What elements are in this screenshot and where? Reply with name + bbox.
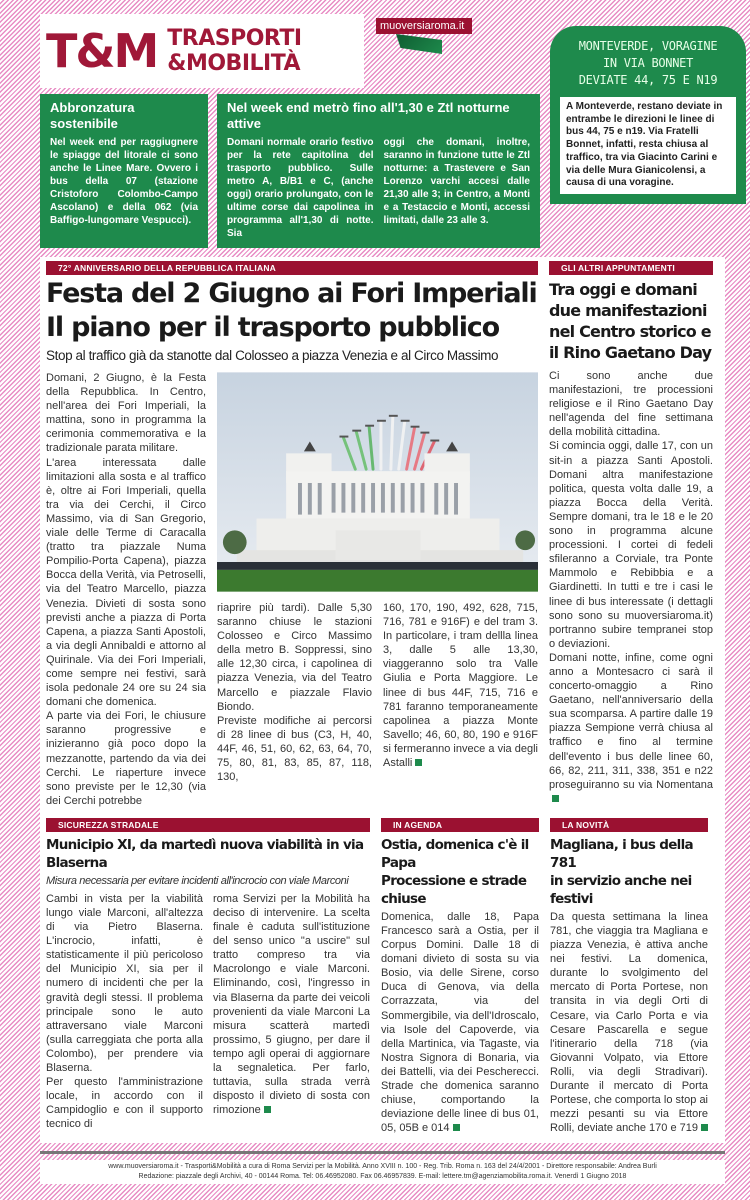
footer-rule bbox=[40, 1151, 725, 1154]
paragraph: Per questo l'amministrazione locale, in accordo con il Campidoglio e con il supporto tecnico di bbox=[46, 1076, 203, 1131]
main-col2 bbox=[217, 601, 372, 784]
alert-headline bbox=[560, 38, 736, 89]
brief-col1: Domani normale orario festivo per la rete capitolina del trasporto pubblico. Sulle metro A, B/B1 e C, (anche oggi) orario prolungato, con le ultime corse dai capolinea in programma all'1,30 di notte. Sia bbox=[227, 137, 374, 239]
footer-credits bbox=[40, 1160, 725, 1183]
paragraph: Cambi in vista per la viabilità lungo viale Marconi, all'altezza di via Pietro Blaserna. L'incrocio, infatti, è statisticamente il più pericoloso del Municipio XI, sia per il numero di incidenti che per la gravità degli stessi. Il problema principale sono le auto attraversano viale Marconi (sulla carreggiata che porta alla Colombo), per prendere via Blaserna. bbox=[46, 892, 203, 1075]
site-link[interactable]: muoversiaroma.it bbox=[376, 18, 472, 34]
brief-col2: oggi che domani, inoltre, saranno in funzione tutte le Ztl notturne: a Trastevere e San Lorenzo varchi accesi dalle 21,30 alle 3; in Centro, a Monti e a Testaccio e Monti, accessi limitati, dalle 23 alle 3. bbox=[383, 137, 530, 226]
headline-line1: Festa del 2 Giugno ai Fori Imperiali bbox=[46, 278, 537, 309]
top-band bbox=[40, 14, 742, 248]
vittoriano-photo bbox=[217, 371, 538, 593]
paragraph: Previste modifiche ai percorsi di 28 linee di bus (C3, H, 40, 44F, 46, 51, 60, 62, 63, 64, 70, 75, 80, 81, 83, 85, 87, 118, 130, bbox=[217, 714, 372, 784]
news-body bbox=[550, 910, 708, 1136]
paragraph: A parte via dei Fori, le chiusure saranno progressive e inizieranno già poco dopo la mezzanotte, partendo da via dei Cerchi. Le riaperture invece sono previste per le 12,30 (via dei Cerchi potrebbe bbox=[46, 710, 206, 807]
panel-bottom-pad bbox=[46, 1135, 719, 1143]
top-articles-row bbox=[46, 261, 719, 808]
logo: T&M bbox=[46, 24, 158, 78]
paragraph: 160, 170, 190, 492, 628, 715, 716, 781 e 916F) e del tram 3. In particolare, i tram dellla linea 3, dalle 5 alle 13,30, viaggeranno solo tra Valle Giulia e Porta Maggiore. Le linee di bus 44F, 715, 716 e 781 faranno temporaneamente capolinea a piazza Monte Savello; 46, 60, 80, 190 e 916F si fermeranno invece a via degli Astalli bbox=[383, 602, 538, 770]
main-col3 bbox=[383, 601, 538, 784]
alert-headline-line: DEVIATE 44, 75 E N19 bbox=[578, 73, 718, 87]
alert-headline-line: MONTEVERDE, VORAGINE bbox=[578, 39, 718, 53]
section-tag-safety: SICUREZZA STRADALE bbox=[46, 818, 370, 832]
brief-box-sunbathing bbox=[40, 94, 208, 248]
headline-line2: Il piano per il trasporto pubblico bbox=[46, 312, 499, 343]
agenda-headline bbox=[381, 836, 539, 908]
headline-line1: Magliana, i bus della 781 bbox=[550, 836, 693, 871]
alert-headline-line: IN VIA BONNET bbox=[602, 56, 694, 70]
headline-line2: in servizio anche nei festivi bbox=[550, 872, 692, 907]
brief-body: Nel week end per raggiugnere le spiagge del litorale ci sono anche le Linee Mare. Ovvero i bus della 07 (stazione Cristoforo Colombo-Campo Ascolano) e della 062 (via Baffigo-lungomare Vespucci). bbox=[50, 137, 198, 226]
side-body bbox=[549, 369, 713, 806]
main-lower-grid bbox=[217, 601, 538, 784]
brief-title: Nel week end metrò fino all'1,30 e Ztl notturne attive bbox=[227, 100, 510, 131]
photo-column bbox=[217, 371, 538, 808]
alert-body: A Monteverde, restano deviate in entrambe le direzioni le linee di bus 44, 75 e n19. Via Fratelli Bonnet, infatti, resta chiusa al traffico, tra via Giacinto Carini e via delle Mura Gianicolensi, a causa di una voragine. bbox=[560, 97, 736, 194]
main-upper-grid bbox=[46, 371, 538, 808]
alert-box bbox=[550, 26, 746, 204]
brief-columns bbox=[227, 136, 530, 240]
content-panel bbox=[40, 257, 725, 1143]
headline-line1: Ostia, domenica c'è il Papa bbox=[381, 836, 529, 871]
publication-title bbox=[167, 26, 301, 76]
paragraph: Domenica, dalle 18, Papa Francesco sarà a Ostia, per il Corpus Domini. Dalle 18 di domani divieto di sosta su via Bosio, via delle Sirene, corso Duca di Genova, via della Corrazzata, via del Sommergibile, via dell'Idroscalo, via Isole del Capoverde, via della Martinica, via Tagaste, via Nostra Signora di Bonaria, via dei Battelli, via dei Pescherecci. Strade che domenica saranno chiuse, comportando la deviazione delle linee di bus 01, 05, 05B e 014 bbox=[381, 910, 539, 1135]
brief-row bbox=[40, 94, 540, 248]
paragraph: Si comincia oggi, dalle 17, con un sit-in a piazza Santi Apostoli. Domani altra manifestazione politica, questa volta dalle 19, a piazza Bocca della Verità. Sempre domani, tra le 18 e le 20 sono in programma alcune processioni. I cortei di fedeli sfileranno a Corviale, tra Ponte Mammolo e Rebibbia e a Giardinetti. In tutti e tre i casi le linee di bus interessate (i dettagli sono sono su muoversiaroma.it) portranno subire tempranei stop o deviazioni. bbox=[549, 440, 713, 650]
footer-line2: Redazione: piazzale degli Archivi, 40 - 00144 Roma. Tel: 06.46952080. Fax 06.46957839. E-mail: lettere.tm@agenziamobilita.roma.it. Venerdì 1 Giugno 2018 bbox=[138, 1173, 627, 1180]
masthead bbox=[40, 14, 364, 88]
top-left bbox=[40, 14, 540, 248]
side-article bbox=[549, 261, 713, 806]
headline-line2: Processione e strade chiuse bbox=[381, 872, 527, 907]
news-headline bbox=[550, 836, 708, 908]
paragraph: roma Servizi per la Mobilità ha deciso di intervenire. La scelta finale è caduta sull'istituzione del senso unico "a uscire" sul tratto compreso tra via Macrolongo e viale Marconi. Eliminando, così, l'ingresso in via Blaserna da parte dei veicoli provenienti da viale Marconi La misura scatterà martedì prossimo, 5 giugno, per dare il tempo agli operai di aggiornare la segnaletica. Per farlo, tuttavia, sulla strada verrà disposto il divieto di sosta con rimozione bbox=[213, 892, 370, 1117]
brief-box-metro bbox=[217, 94, 540, 248]
news-article bbox=[550, 818, 708, 1136]
safety-col1 bbox=[46, 892, 203, 1132]
header-row bbox=[40, 14, 540, 88]
section-tag-news: LA NOVITÀ bbox=[550, 818, 708, 832]
safety-subtitle: Misura necessaria per evitare incidenti all'incrocio con viale Marconi bbox=[46, 874, 349, 887]
agenda-body bbox=[381, 910, 539, 1136]
photo-illustration bbox=[217, 371, 538, 593]
end-mark-icon bbox=[552, 795, 559, 802]
safety-col2 bbox=[213, 892, 370, 1132]
end-mark-icon bbox=[415, 759, 422, 766]
end-mark-icon bbox=[264, 1106, 271, 1113]
main-article bbox=[46, 261, 538, 808]
safety-article bbox=[46, 818, 370, 1132]
paragraph: Domani notte, infine, come ogni anno a Montesacro ci sarà il concerto-omaggio a Rino Gaetano, nell'anniversario della sua scomparsa. A partire dalle 19 piazza Sempione verrà chiusa al traffico e fino al termine dell'evento i bus delle linee 60, 66, 82, 211, 311, 338, 351 e n22 proseguiranno su via Nomentana bbox=[549, 651, 713, 791]
safety-columns bbox=[46, 892, 370, 1132]
paragraph: Ci sono anche due manifestazioni, tre processioni religiose e il Rino Gaetano Day nell'agenda del fine settimana della mobilità cittadina. bbox=[549, 370, 713, 439]
paragraph: Domani, 2 Giugno, è la Festa della Repubblica. In Centro, nell'area dei Fori Imperiali, la mattina, sono in programma la cerimonia commemorativa e la tradizionale parata militare. bbox=[46, 372, 206, 455]
brief-title: Abbronzatura sostenibile bbox=[50, 100, 135, 131]
main-subtitle: Stop al traffico già da stanotte dal Colosseo a piazza Venezia e al Circo Massimo bbox=[46, 348, 499, 363]
end-mark-icon bbox=[701, 1124, 708, 1131]
site-tag-wrap bbox=[376, 14, 472, 54]
agenda-article bbox=[381, 818, 539, 1136]
section-tag-side: GLI ALTRI APPUNTAMENTI bbox=[549, 261, 713, 275]
paragraph: Da questa settimana la linea 781, che viaggia tra Magliana e piazza Venezia, è attiva anche nei festivi. La domenica, durante lo svolgimento del mercato di Porta Portese, non transita in via degli Orti di Cesare, via Carlo Porta e via Cesare Pascarella e segue l'itinerario della 718 (via Giovanni Volpato, via Ettore Rolli, via degli Stradivari). Durante il mercato di Porta Portese, che comporta lo stop ai mezzi pesanti su via Ettore Rolli, deviate anche 170 e 719 bbox=[550, 910, 708, 1135]
paragraph: riaprire più tardi). Dalle 5,30 saranno chiuse le stazioni Colosseo e Circo Massimo della metro B. Soppressi, sino alle 12,30 circa, i capolinea di piazza Venezia, via del Teatro Marcello e piazzale Flavio Biondo. bbox=[217, 602, 372, 713]
paragraph: L'area interessata dalle limitazioni alla sosta e al traffico è, oltre ai Fori Imperiali, quella tra via dei Cerchi, il Circo Massimo, via di San Gregorio, viale delle Terme di Caracalla (tratto tra piazzale Numa Pompilio-Porta Capena), piazza Bocca della Verità, via Petroselli, via del Teatro Marcello, piazza Venezia. Divieti di sosta sono previsti anche a piazza di Porta Capena, a piazza Santi Apostoli, a via degli Annibaldi e attorno al Quirinale. Via dei Fori Imperiali, come sempre nei festivi, sarà isola pedonale 24 ore su 24 sia domani che domenica. bbox=[46, 456, 206, 709]
flag-ribbon-icon bbox=[396, 34, 442, 54]
side-headline: Tra oggi e domani due manifestazioni nel Centro storico e il Rino Gaetano Day bbox=[549, 280, 712, 362]
safety-headline: Municipio XI, da martedì nuova viabilità in via Blaserna bbox=[46, 836, 364, 871]
main-col1 bbox=[46, 371, 206, 808]
end-mark-icon bbox=[453, 1124, 460, 1131]
footer-line1: www.muoversiaroma.it - Trasporti&Mobilità a cura di Roma Servizi per la Mobilità. Anno XVIII n. 100 - Reg. Trib. Roma n. 163 del 24/4/2001 - Direttore responsabile: Andrea Burli bbox=[108, 1163, 657, 1171]
section-tag-main: 72° ANNIVERSARIO DELLA REPUBBLICA ITALIANA bbox=[46, 261, 538, 275]
bottom-articles-row bbox=[46, 818, 719, 1136]
row-separator bbox=[46, 808, 719, 818]
main-headline bbox=[46, 277, 538, 345]
section-tag-agenda: IN AGENDA bbox=[381, 818, 539, 832]
title-line2: &MOBILITÀ bbox=[167, 51, 301, 76]
title-line1: TRASPORTI bbox=[167, 26, 302, 51]
